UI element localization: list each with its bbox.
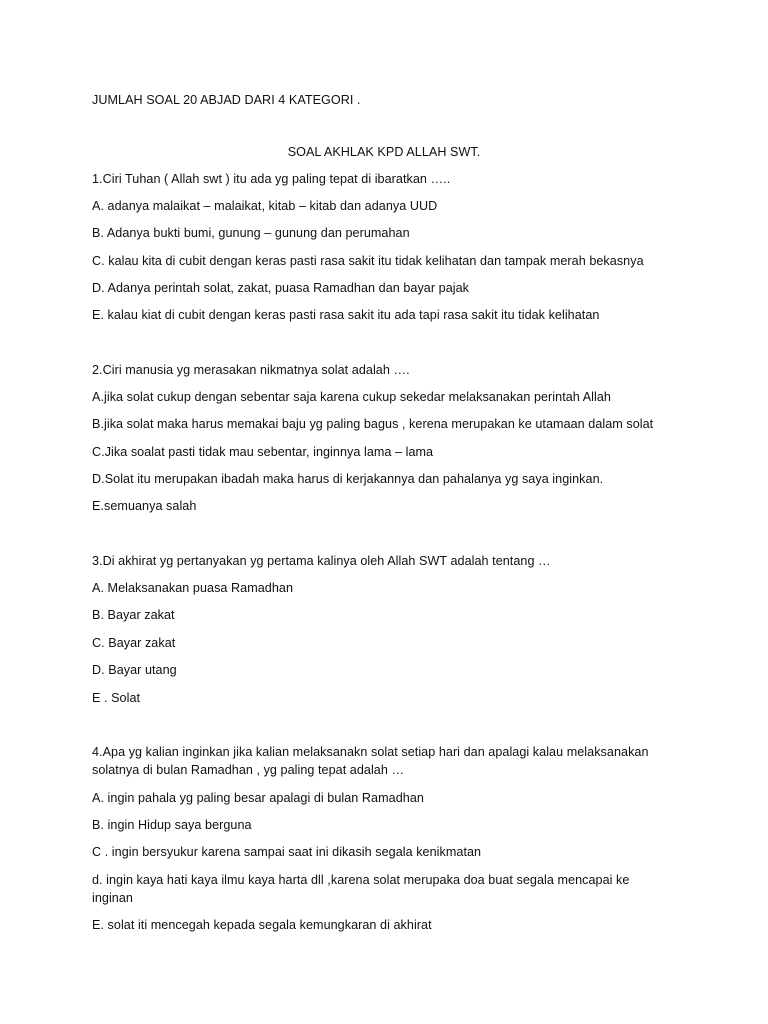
- category-title: SOAL AKHLAK KPD ALLAH SWT.: [287, 145, 481, 159]
- question-1-option-d: D. Adanya perintah solat, zakat, puasa Ramadhan dan bayar pajak: [92, 281, 470, 295]
- question-1-option-a: A. adanya malaikat – malaikat, kitab – kitab dan adanya UUD: [92, 199, 438, 213]
- question-2-option-c: C.Jika soalat pasti tidak mau sebentar, inginnya lama – lama: [92, 445, 434, 459]
- question-3-option-e: E . Solat: [92, 691, 141, 705]
- question-4-option-b: B. ingin Hidup saya berguna: [92, 818, 252, 832]
- question-3-option-d: D. Bayar utang: [92, 663, 177, 677]
- summary-heading: JUMLAH SOAL 20 ABJAD DARI 4 KATEGORI .: [92, 93, 361, 107]
- question-2-text: 2.Ciri manusia yg merasakan nikmatnya solat adalah ….: [92, 363, 410, 377]
- question-4-option-c: C . ingin bersyukur karena sampai saat ini dikasih segala kenikmatan: [92, 845, 482, 859]
- question-1-option-c: C. kalau kita di cubit dengan keras pasti rasa sakit itu tidak kelihatan dan tampak merah bekasnya: [92, 254, 644, 268]
- question-1-option-e: E. kalau kiat di cubit dengan keras pasti rasa sakit itu ada tapi rasa sakit itu tidak kelihatan: [92, 308, 600, 322]
- question-4-option-e: E. solat iti mencegah kepada segala kemungkaran di akhirat: [92, 918, 432, 932]
- question-3-option-a: A. Melaksanakan puasa Ramadhan: [92, 581, 294, 595]
- question-2-option-d: D.Solat itu merupakan ibadah maka harus di kerjakannya dan pahalanya yg saya inginkan.: [92, 472, 604, 486]
- question-2-option-e: E.semuanya salah: [92, 499, 197, 513]
- question-3-option-c: C. Bayar zakat: [92, 636, 176, 650]
- question-4-option-a: A. ingin pahala yg paling besar apalagi di bulan Ramadhan: [92, 791, 424, 805]
- question-2-option-a: A.jika solat cukup dengan sebentar saja karena cukup sekedar melaksanakan perintah Allah: [92, 390, 611, 404]
- question-4-text: 4.Apa yg kalian inginkan jika kalian melaksanakn solat setiap hari dan apalagi kalau melaksanakan solatnya di bulan Ramadhan , yg paling tepat adalah …: [92, 745, 649, 777]
- question-4-option-d: d. ingin kaya hati kaya ilmu kaya harta dll ,karena solat merupaka doa buat segala mencapai ke inginan: [92, 873, 630, 905]
- question-3-option-b: B. Bayar zakat: [92, 608, 175, 622]
- question-3-text: 3.Di akhirat yg pertanyakan yg pertama kalinya oleh Allah SWT adalah tentang …: [92, 554, 551, 568]
- question-1-text: 1.Ciri Tuhan ( Allah swt ) itu ada yg paling tepat di ibaratkan …..: [92, 172, 451, 186]
- question-1-option-b: B. Adanya bukti bumi, gunung – gunung dan perumahan: [92, 226, 410, 240]
- question-2-option-b: B.jika solat maka harus memakai baju yg paling bagus , kerena merupakan ke utamaan dalam solat: [92, 417, 654, 431]
